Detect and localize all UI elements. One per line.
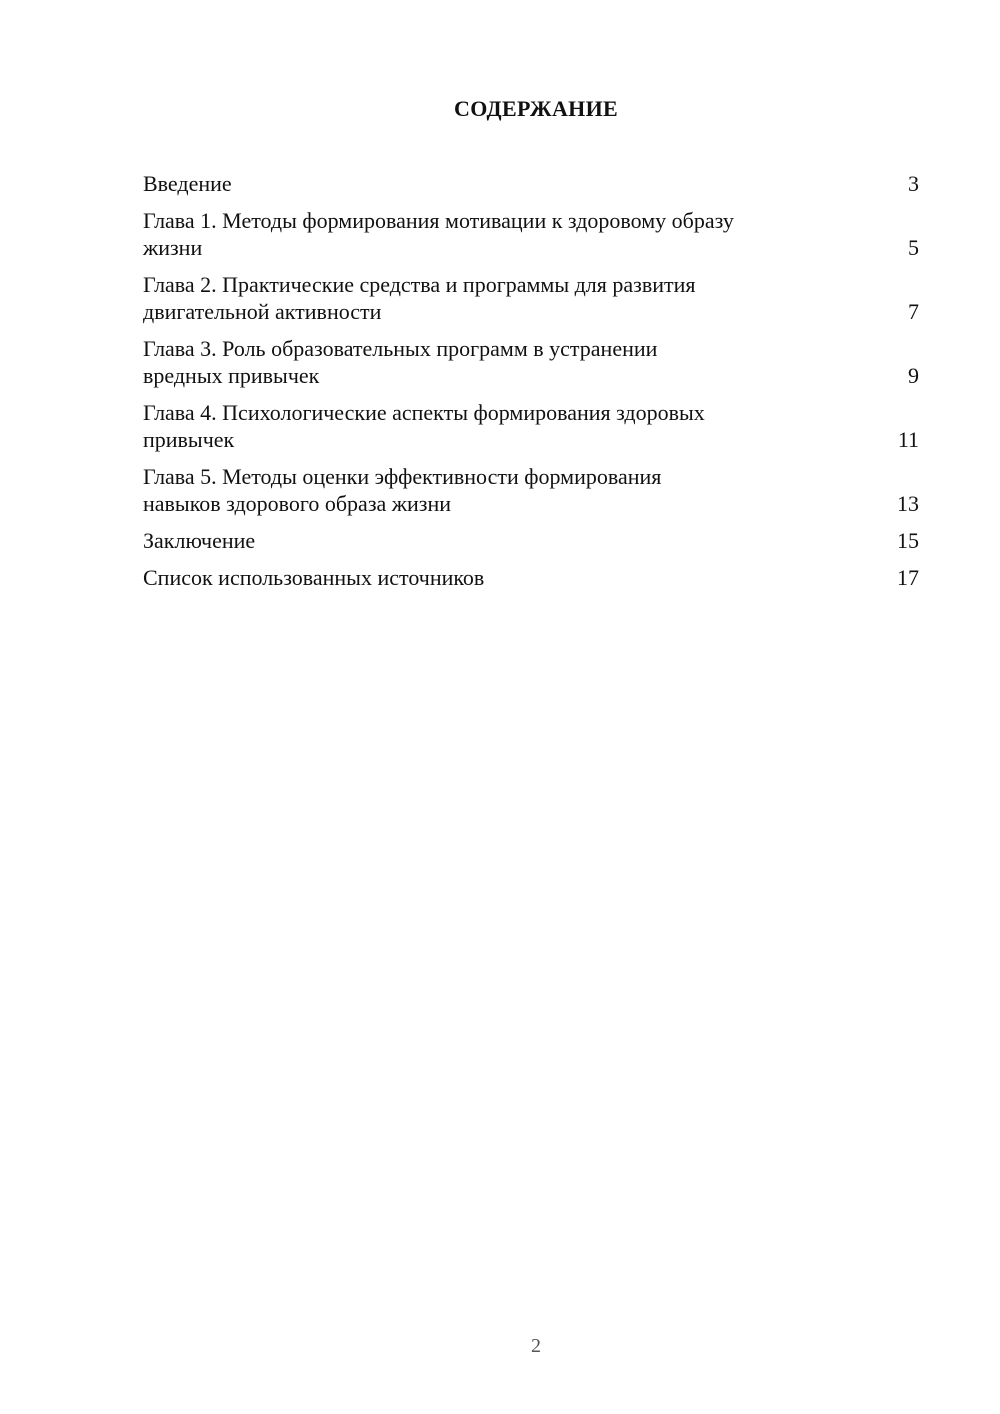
toc-entry (143, 463, 919, 517)
toc-entry-page: 7 (908, 299, 919, 324)
toc-entry (143, 170, 919, 197)
toc-entry-page: 13 (897, 491, 919, 516)
toc-entry-text: Глава 2. Практические средства и программы для развития двигательной активности (143, 272, 696, 324)
page-title: СОДЕРЖАНИЕ (454, 96, 618, 121)
toc-entry-page: 17 (897, 565, 919, 590)
toc-entry-text: Глава 4. Психологические аспекты формирования здоровых привычек (143, 400, 705, 452)
toc-entry-text: Глава 5. Методы оценки эффективности формирования навыков здорового образа жизни (143, 464, 662, 516)
toc-entry-page: 5 (908, 235, 919, 260)
toc-entry (143, 564, 919, 591)
toc-entry-text: Глава 3. Роль образовательных программ в устранении вредных привычек (143, 336, 658, 388)
toc-entry (143, 399, 919, 453)
page-number: 2 (531, 1335, 541, 1357)
toc-entry (143, 207, 919, 261)
toc-entry-text: Введение (143, 171, 232, 196)
toc-entry-page: 15 (897, 528, 919, 553)
toc-entry-page: 3 (908, 171, 919, 196)
toc-entry-page: 11 (897, 427, 919, 452)
toc-entry-page: 9 (908, 363, 919, 388)
table-of-contents (143, 170, 919, 601)
toc-entry-text: Глава 1. Методы формирования мотивации к здоровому образу жизни (143, 208, 734, 260)
toc-entry (143, 527, 919, 554)
toc-entry-text: Заключение (143, 528, 256, 553)
toc-entry (143, 271, 919, 325)
toc-entry-text: Список использованных источников (143, 565, 485, 590)
toc-entry (143, 335, 919, 389)
